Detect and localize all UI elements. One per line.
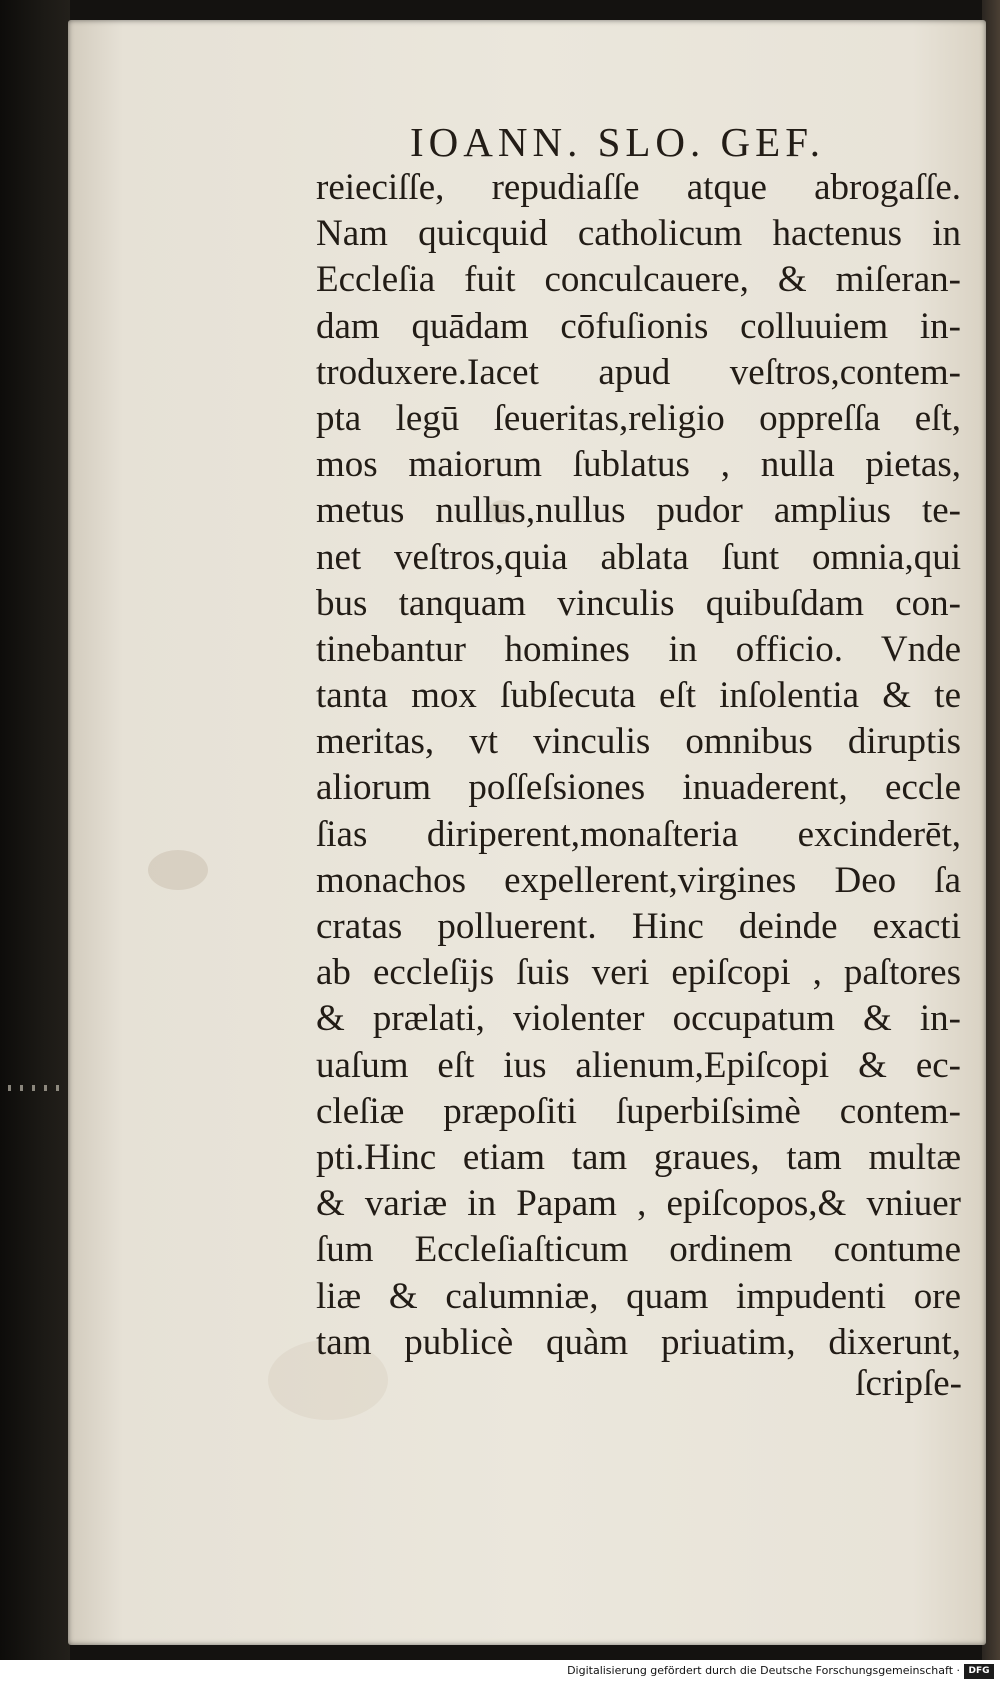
dfg-logo-icon: DFG bbox=[964, 1664, 994, 1679]
text-line: dam quādam cōfuſionis colluuiem in- bbox=[316, 305, 961, 347]
text-line: cleſiæ præpoſiti ſuperbiſsimè contem- bbox=[316, 1090, 961, 1132]
text-line: metus nullus,nullus pudor amplius te- bbox=[316, 490, 961, 532]
book-binding-edge bbox=[0, 0, 70, 1660]
text-line: troduxere.Iacet apud veſtros,contem- bbox=[316, 351, 961, 393]
binding-stitch-marks bbox=[8, 1085, 64, 1091]
text-line: bus tanquam vinculis quibuſdam con- bbox=[316, 582, 961, 624]
running-head: IOANN. SLO. GEF. bbox=[410, 119, 825, 165]
text-line: tam publicè quàm priuatim, dixerunt, bbox=[316, 1321, 961, 1363]
text-line: ſum Eccleſiaſticum ordinem contume bbox=[316, 1229, 961, 1271]
text-line: tanta mox ſubſecuta eſt inſolentia & te bbox=[316, 675, 961, 717]
paper-stain bbox=[148, 850, 208, 890]
catchword: ſcripſe- bbox=[855, 1363, 962, 1404]
body-text bbox=[316, 165, 961, 1366]
text-line: meritas, vt vinculis omnibus diruptis bbox=[316, 721, 961, 763]
text-line: mos maiorum ſublatus , nulla pietas, bbox=[316, 444, 961, 486]
text-line: cratas polluerent. Hinc deinde exacti bbox=[316, 906, 961, 947]
text-line: tinebantur homines in officio. Vnde bbox=[316, 628, 961, 670]
text-line: liæ & calumniæ, quam impudenti ore bbox=[316, 1275, 961, 1317]
text-line: uaſum eſt ius alienum,Epiſcopi & ec- bbox=[316, 1044, 961, 1086]
text-line: Nam quicquid catholicum hactenus in bbox=[316, 213, 961, 255]
text-line: ſias diriperent,monaſteria excinderēt, bbox=[316, 813, 961, 855]
text-line: Eccleſia fuit conculcauere, & miſeran- bbox=[316, 259, 961, 301]
text-line: net veſtros,quia ablata ſunt omnia,qui bbox=[316, 536, 961, 578]
text-line: & variæ in Papam , epiſcopos,& vniuer bbox=[316, 1183, 961, 1225]
text-line: reieciſſe, repudiaſſe atque abrogaſſe. bbox=[316, 167, 961, 208]
text-line: monachos expellerent,virgines Deo ſa bbox=[316, 859, 961, 901]
text-line: aliorum poſſeſsiones inuaderent, eccle bbox=[316, 767, 961, 809]
text-line: pta legū ſeueritas,religio oppreſſa eſt, bbox=[316, 397, 961, 439]
text-line: ab eccleſijs ſuis veri epiſcopi , paſtores bbox=[316, 952, 961, 994]
text-line: pti.Hinc etiam tam graues, tam multæ bbox=[316, 1136, 961, 1178]
funding-credit: Digitalisierung gefördert durch die Deutsche Forschungsgemeinschaft · bbox=[567, 1664, 960, 1677]
text-line: & prælati, violenter occupatum & in- bbox=[316, 998, 961, 1040]
